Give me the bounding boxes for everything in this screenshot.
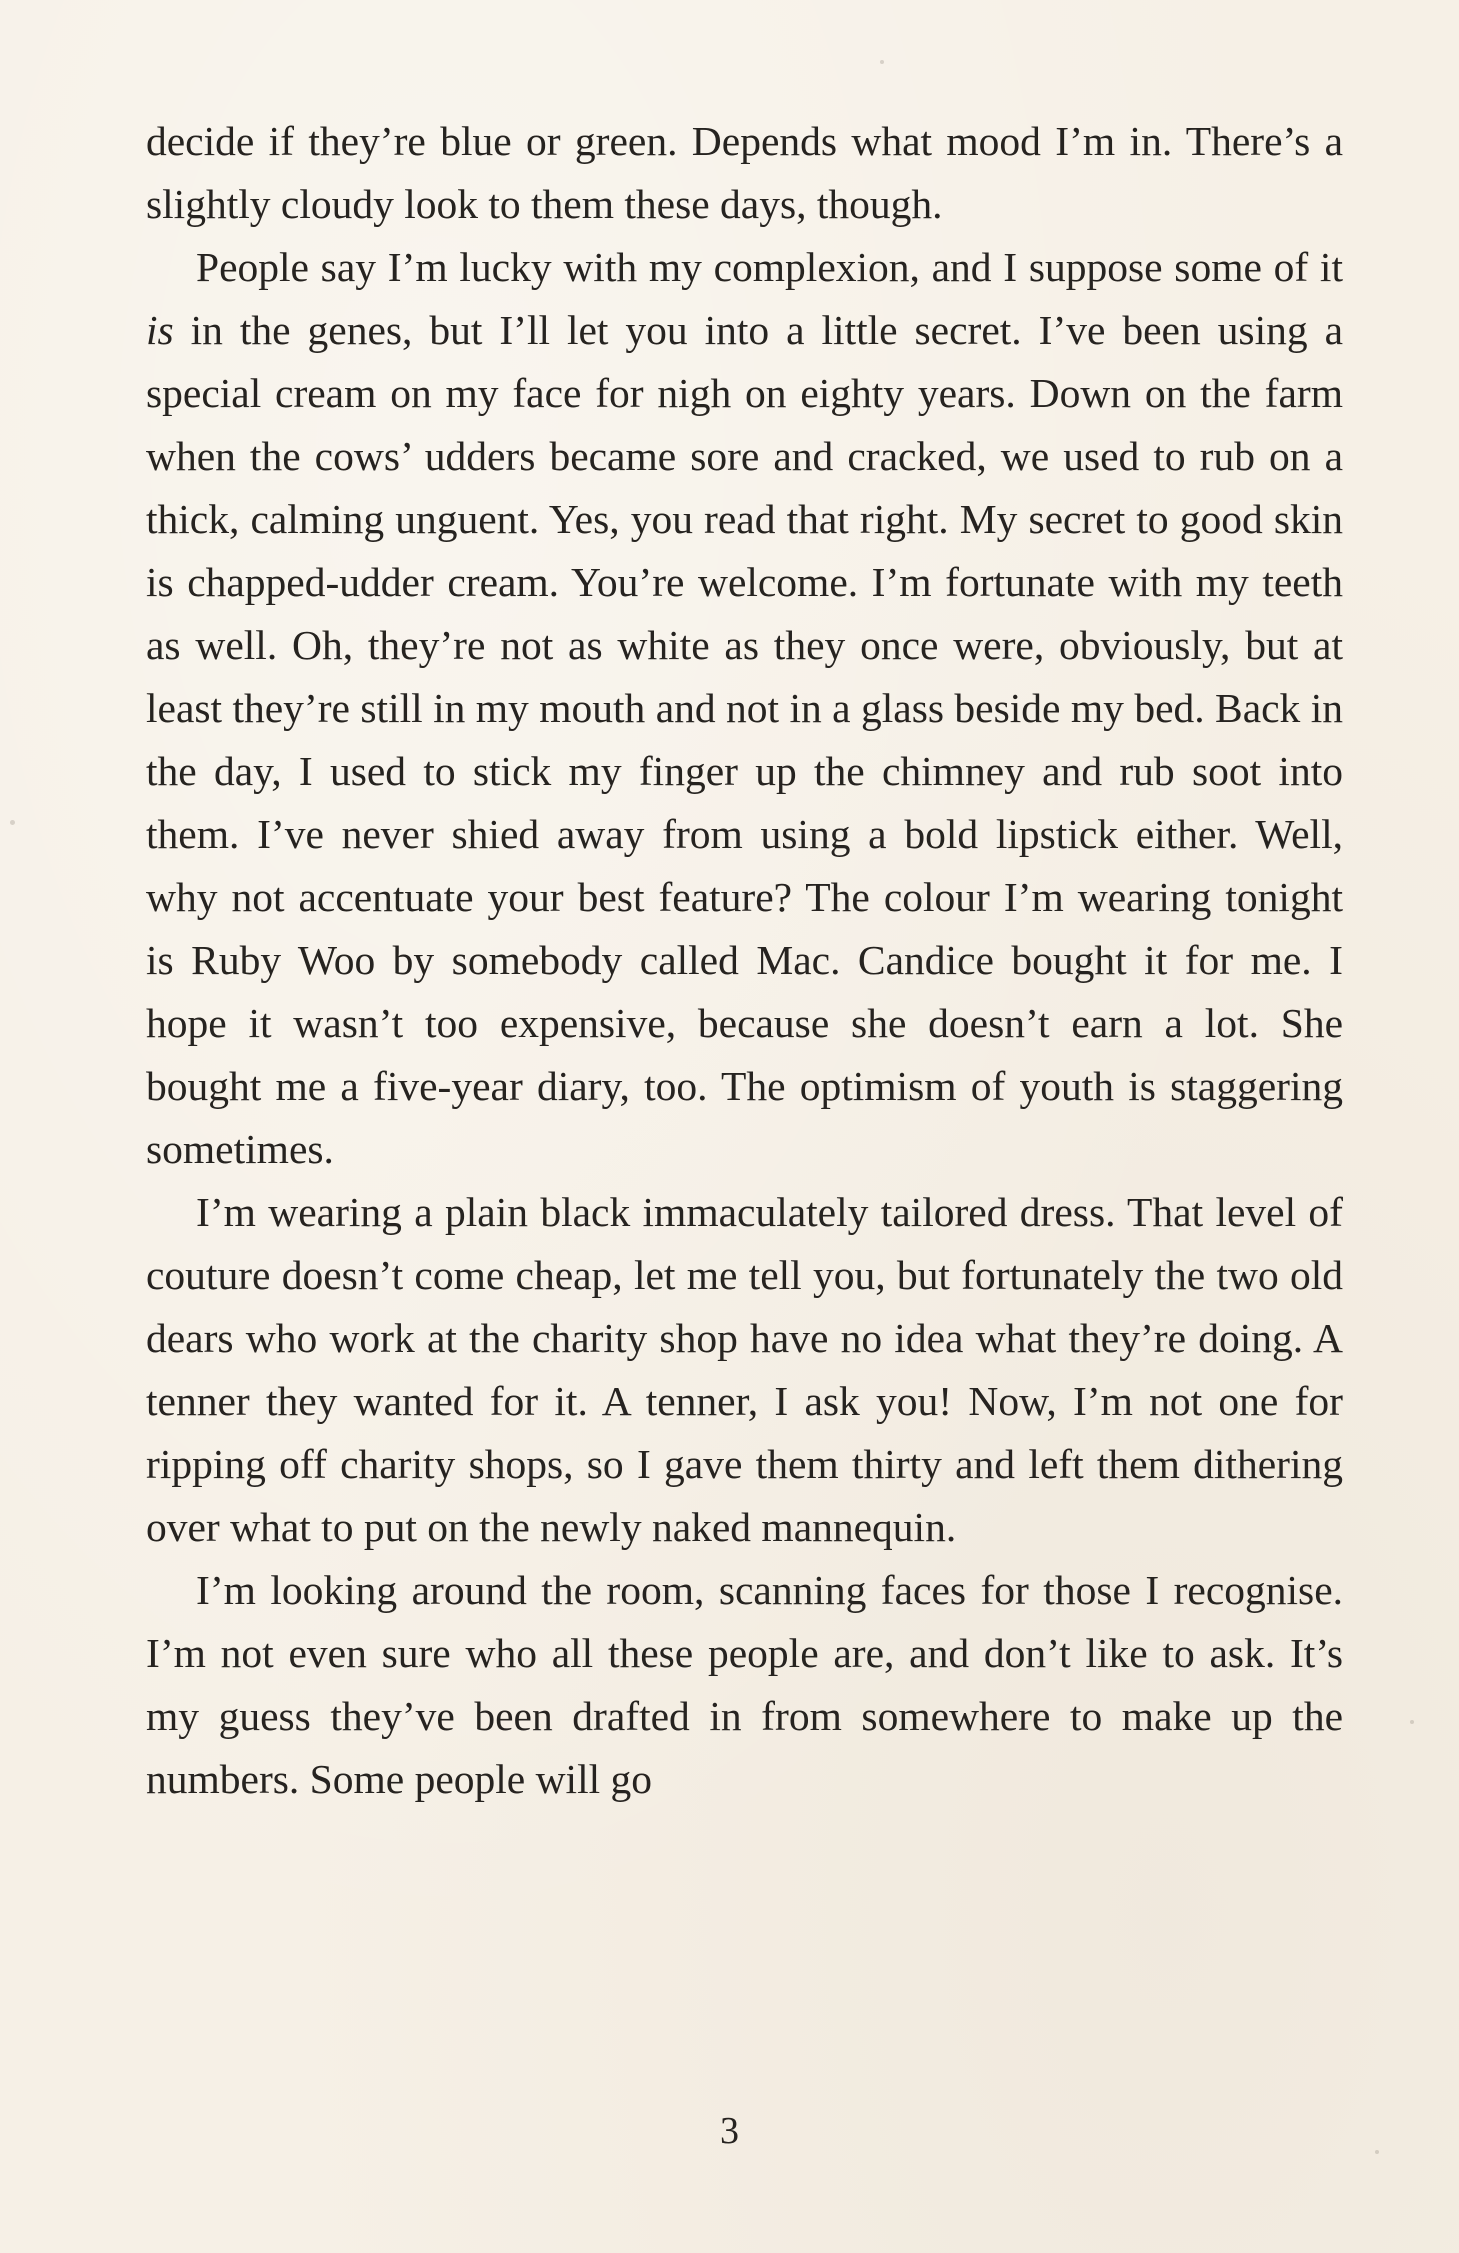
paragraph — [146, 1559, 1343, 1811]
paper-speck — [880, 60, 884, 64]
paper-speck — [10, 820, 15, 825]
paragraph-text: People say I’m lucky with my complexion, and I suppose some of it — [196, 244, 1343, 290]
page-number: 3 — [720, 2110, 739, 2152]
paragraph-text: decide if they’re blue or green. Depends what mood I’m in. There’s a slightly cloudy look to them these days, though. — [146, 118, 1343, 227]
paragraph-text: I’m wearing a plain black immaculately tailored dress. That level of couture doesn’t come cheap, let me tell you, but fortunately the two old dears who work at the charity shop have no idea what they’re doing. A tenner they wanted for it. A tenner, I ask you! Now, I’m not one for ripping off charity shops, so I gave them thirty and left them dithering over what to put on the newly naked mannequin. — [146, 1189, 1343, 1550]
paragraph-text: in the genes, but I’ll let you into a little secret. I’ve been using a special cream on my face for nigh on eighty years. Down on the farm when the cows’ udders became sore and cracked, we used to rub on a thick, calming unguent. Yes, you read that right. My secret to good skin is chapped-udder cream. You’re welcome. I’m fortunate with my teeth as well. Oh, they’re not as white as they once were, obviously, but at least they’re still in my mouth and not in a glass beside my bed. Back in the day, I used to stick my finger up the chimney and rub soot into them. I’ve never shied away from using a bold lipstick either. Well, why not accentuate your best feature? The colour I’m wearing tonight is Ruby Woo by somebody called Mac. Candice bought it for me. I hope it wasn’t too expensive, because she doesn’t earn a lot. She bought me a five-year diary, too. The optimism of youth is staggering sometimes. — [146, 307, 1343, 1172]
paragraph — [146, 1181, 1343, 1559]
paper-speck — [1410, 1720, 1414, 1724]
paragraph — [146, 110, 1343, 236]
body-text — [146, 110, 1343, 1811]
paragraph — [146, 236, 1343, 1181]
italic-text: is — [146, 307, 174, 353]
paragraph-text: I’m looking around the room, scanning faces for those I recognise. I’m not even sure who all these people are, and don’t like to ask. It’s my guess they’ve been drafted in from somewhere to make up the numbers. Some people will go — [146, 1567, 1343, 1802]
